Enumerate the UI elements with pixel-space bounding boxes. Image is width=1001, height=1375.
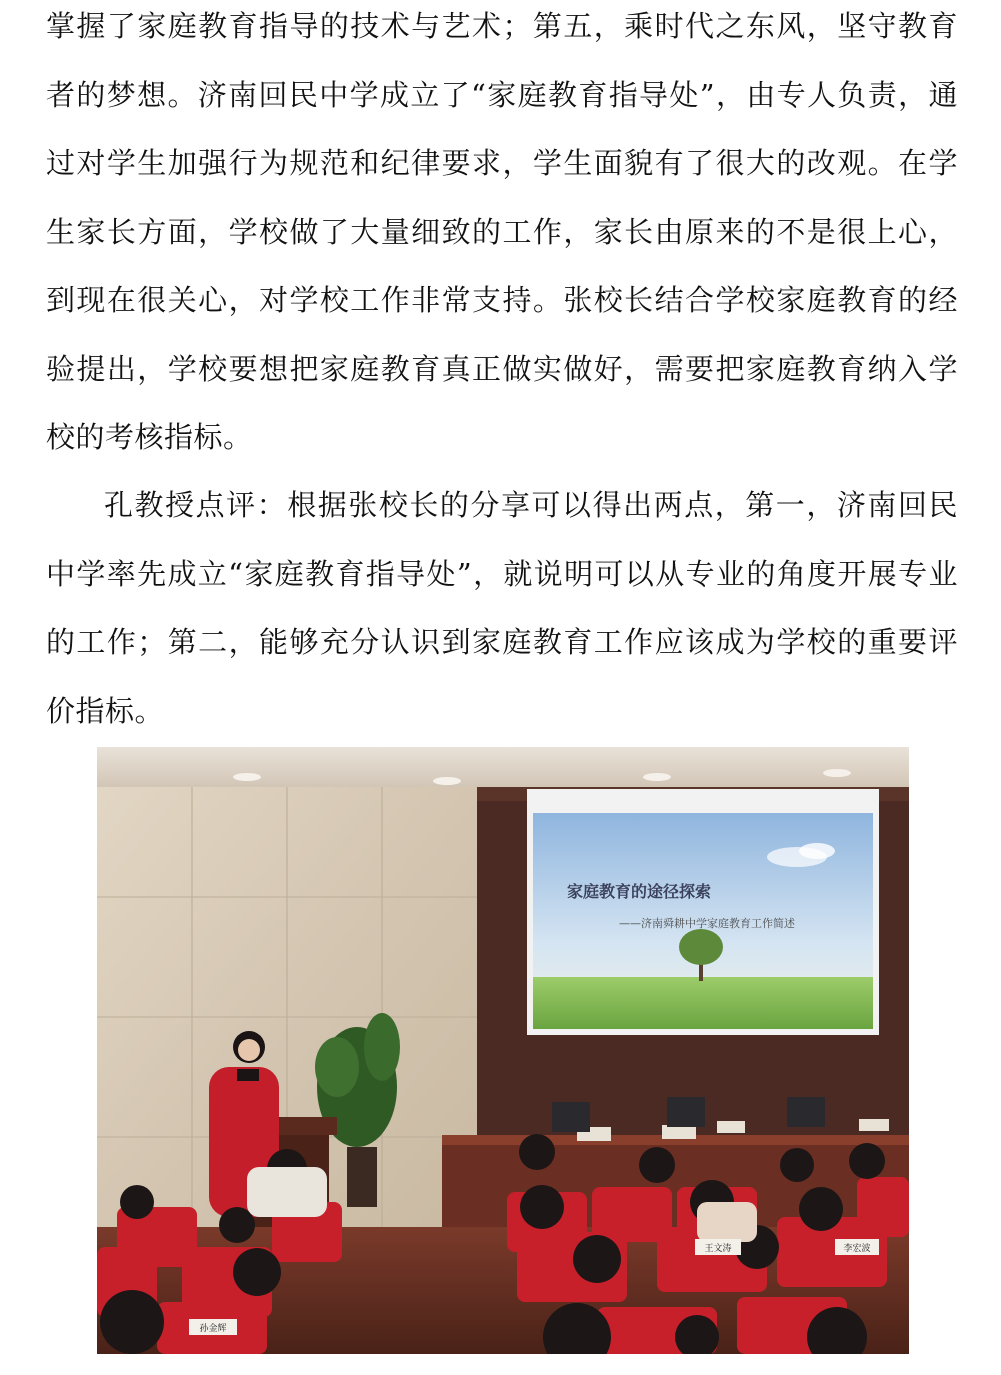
name-card-1: 王文涛 (704, 1244, 732, 1254)
body-paragraph-1: 掌握了家庭教育指导的技术与艺术；第五，乘时代之东风，坚守教育者的梦想。济南回民中学成立了“家庭教育指导处”，由专人负责，通过对学生加强行为规范和纪律要求，学生面貌有了很大的改观。在学生家长方面，学校做了大量细致的工作，家长由原来的不是很上心，到现在很关心，对学校工作非常支持。张校长结合学校家庭教育的经验提出，学校要想把家庭教育真正做实做好，需要把家庭教育纳入学校的考核指标。 (46, 9, 958, 454)
name-card-2: 李宏波 (843, 1244, 871, 1254)
name-card-3: 孙金辉 (199, 1324, 227, 1334)
body-paragraph-2: 孔教授点评：根据张校长的分享可以得出两点，第一，济南回民中学率先成立“家庭教育指导处”，就说明可以从专业的角度开展专业的工作；第二，能够充分认识到家庭教育工作应该成为学校的重要评价指标。 (46, 488, 958, 728)
slide-title: 家庭教育的途径探索 (567, 882, 712, 901)
seminar-photo (97, 747, 909, 1354)
slide-subtitle: ——济南舜耕中学家庭教育工作简述 (619, 917, 795, 930)
ceiling (97, 747, 909, 792)
